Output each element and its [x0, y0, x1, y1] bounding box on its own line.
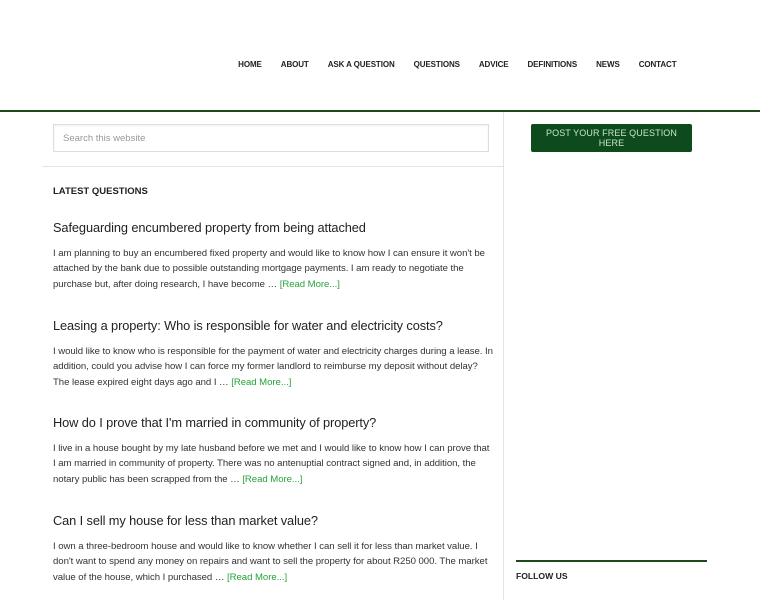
post-excerpt: [53, 344, 493, 390]
post-question-button[interactable]: POST YOUR FREE QUESTION HERE: [531, 124, 692, 152]
post-item: [53, 220, 493, 292]
nav-home[interactable]: HOME: [238, 60, 262, 69]
post-item: [53, 513, 493, 585]
post-excerpt: [53, 246, 493, 292]
post-title[interactable]: How do I prove that I'm married in community of property?: [53, 415, 377, 430]
nav-definitions[interactable]: DEFINITIONS: [527, 60, 578, 69]
nav-news[interactable]: NEWS: [596, 60, 620, 69]
site-header: [0, 0, 760, 110]
post-excerpt-text: I am planning to buy an encumbered fixed property and would like to know how I can ensure it won't be attached by the bank due to possible outstanding mortgage payments. I am ready to negotiate the purchase but, after doing research, I have become …: [53, 248, 485, 290]
post-title[interactable]: Leasing a property: Who is responsible for water and electricity costs?: [53, 318, 443, 333]
read-more-link[interactable]: [Read More...]: [279, 278, 340, 290]
post-title[interactable]: Can I sell my house for less than market value?: [53, 513, 318, 528]
sidebar: [504, 112, 760, 600]
latest-questions-heading: LATEST QUESTIONS: [53, 186, 148, 197]
read-more-link[interactable]: [Read More...]: [227, 571, 288, 583]
main-nav: [229, 58, 686, 72]
nav-contact[interactable]: CONTACT: [638, 60, 677, 69]
post-excerpt-text: I own a three-bedroom house and would like to know whether I can sell it for less than market value. I don't want to spend any money on repairs and want to sell the property for about R250 000. The market value of the house, which I purchased …: [53, 541, 488, 583]
read-more-link[interactable]: [Read More...]: [242, 473, 303, 485]
main-content: [42, 112, 503, 600]
post-excerpt: [53, 441, 493, 487]
post-excerpt-text: I live in a house bought by my late husband before we met and I would like to know how I can prove that I am married in community of property. There was no antenuptial contract signed and, in addition, the notary public has been scrapped from the …: [53, 443, 490, 485]
post-title[interactable]: Safeguarding encumbered property from being attached: [53, 220, 366, 235]
nav-questions[interactable]: QUESTIONS: [413, 60, 460, 69]
post-item: [53, 318, 493, 390]
nav-advice[interactable]: ADVICE: [478, 60, 509, 69]
post-excerpt-text: I would like to know who is responsible for the payment of water and electricity charges during a lease. In addition, could you advise how I can force my former landlord to reimburse my deposit without delay? The lease expired eight days ago and I …: [53, 346, 493, 388]
read-more-link[interactable]: [Read More...]: [231, 376, 292, 388]
post-item: [53, 415, 493, 487]
nav-about[interactable]: ABOUT: [280, 60, 309, 69]
follow-divider: [516, 560, 707, 562]
post-excerpt: [53, 539, 493, 585]
follow-us-heading: FOLLOW US: [516, 571, 568, 581]
search-form: [42, 112, 503, 167]
search-input[interactable]: [53, 124, 489, 152]
nav-ask-a-question[interactable]: ASK A QUESTION: [327, 60, 395, 69]
